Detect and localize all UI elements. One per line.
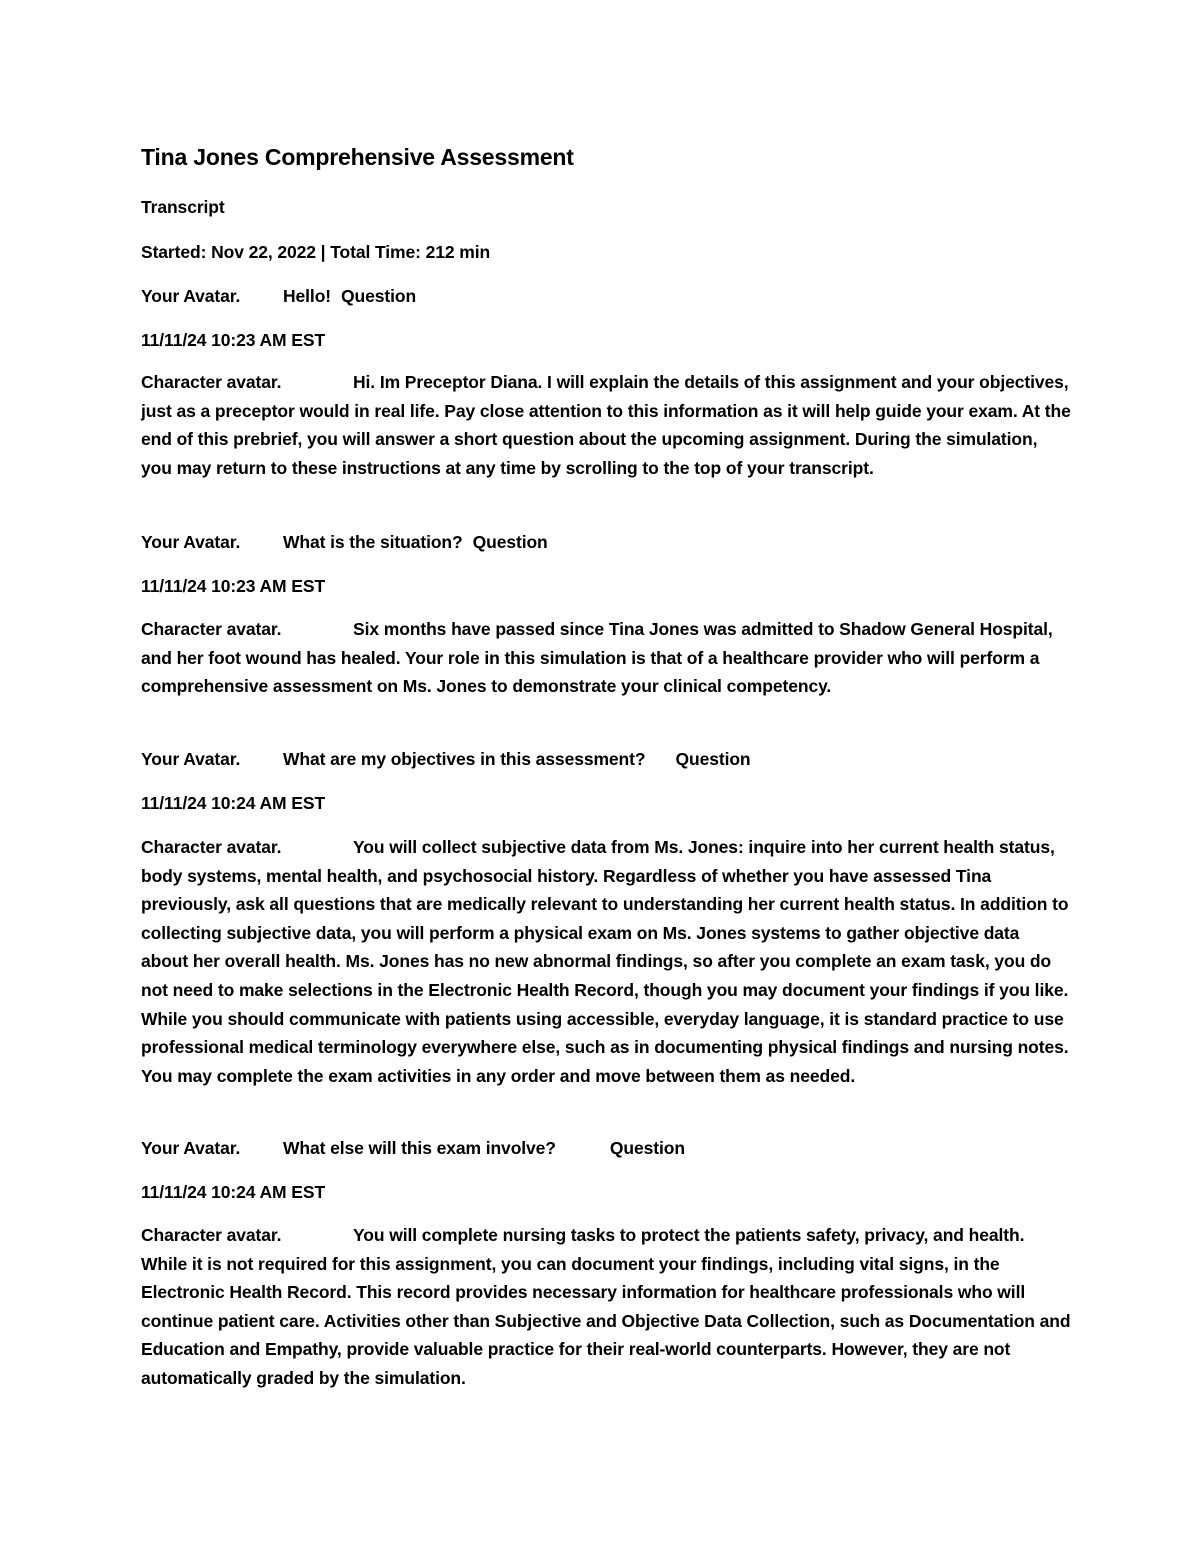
character-response <box>141 833 1071 1090</box>
character-response <box>141 1221 1071 1393</box>
question-tag: Question <box>609 1138 685 1158</box>
question-text: What are my objectives in this assessment? <box>283 749 646 769</box>
response-text-first: You will complete nursing tasks to protect the patients safety, privacy, and <box>353 1225 964 1245</box>
response-text-first: Hi. Im Preceptor Diana. I will explain the details of this assignment and your <box>353 372 975 392</box>
character-response <box>141 615 1071 701</box>
character-response <box>141 368 1071 482</box>
response-text-rest: Hospital, and her foot wound has healed. Your role in this simulation is that of a healthcare provider who will perform a comprehensive assessment on Ms. Jones to demonstrate your clinical competency. <box>141 619 1053 697</box>
timestamp: 11/11/24 10:24 AM EST <box>141 1182 326 1202</box>
speaker-label: Character avatar. <box>141 619 282 639</box>
response-text-rest: health. While it is not required for this assignment, you can document your findings, including vital signs, in the Electronic Health Record. This record provides necessary information for healthcare professionals who will continue patient care. Activities other than Subjective and Objective Data Collection, such as Documentation and Education and Empathy, provide valuable practice for their real-world counterparts. However, they are not automatically graded by the simulation. <box>141 1225 1071 1388</box>
speaker-label: Your Avatar. <box>141 532 241 552</box>
timestamp: 11/11/24 10:23 AM EST <box>141 576 326 596</box>
response-text-first: You will collect subjective data from Ms. Jones: inquire into her current health <box>353 837 995 857</box>
response-text-first: Six months have passed since Tina Jones was admitted to Shadow General <box>353 619 975 639</box>
speaker-label: Your Avatar. <box>141 286 241 306</box>
speaker-label: Your Avatar. <box>141 749 241 769</box>
question-text: What is the situation? <box>283 532 463 552</box>
question-tag: Question <box>472 532 548 552</box>
avatar-question-row <box>141 1137 685 1159</box>
speaker-label: Character avatar. <box>141 372 282 392</box>
speaker-label: Character avatar. <box>141 837 282 857</box>
speaker-label: Your Avatar. <box>141 1138 241 1158</box>
avatar-question-row <box>141 531 548 553</box>
timestamp: 11/11/24 10:24 AM EST <box>141 793 326 813</box>
speaker-label: Character avatar. <box>141 1225 282 1245</box>
response-text-rest: objectives, just as a preceptor would in real life. Pay close attention to this information as it will help guide your exam. At the end of this prebrief, you will answer a short question about the upcoming assignment. During the simulation, you may return to these instructions at any time by scrolling to the top of your transcript. <box>141 372 1071 478</box>
question-text: What else will this exam involve? <box>283 1138 556 1158</box>
question-tag: Question <box>675 749 751 769</box>
response-text-rest: status, body systems, mental health, and psychosocial history. Regardless of whether you have assessed Tina previously, ask all questions that are medically relevant to understanding her current health status. In addition to collecting subjective data, you will perform a physical exam on Ms. Jones systems to gather objective data about her overall health. Ms. Jones has no new abnormal findings, so after you complete an exam task, you do not need to make selections in the Electronic Health Record, though you may document your findings if you like. While you should communicate with patients using accessible, everyday language, it is standard practice to use professional medical terminology everywhere else, such as in documenting physical findings and nursing notes. You may complete the exam activities in any order and move between them as needed. <box>141 837 1069 1086</box>
question-text: Hello! <box>283 286 332 306</box>
question-tag: Question <box>341 286 417 306</box>
timestamp: 11/11/24 10:23 AM EST <box>141 330 326 350</box>
avatar-question-row <box>141 748 751 770</box>
document-subtitle: Transcript <box>141 197 225 217</box>
avatar-question-row <box>141 285 416 307</box>
document-title: Tina Jones Comprehensive Assessment <box>141 144 574 170</box>
started-line: Started: Nov 22, 2022 | Total Time: 212 min <box>141 242 491 262</box>
